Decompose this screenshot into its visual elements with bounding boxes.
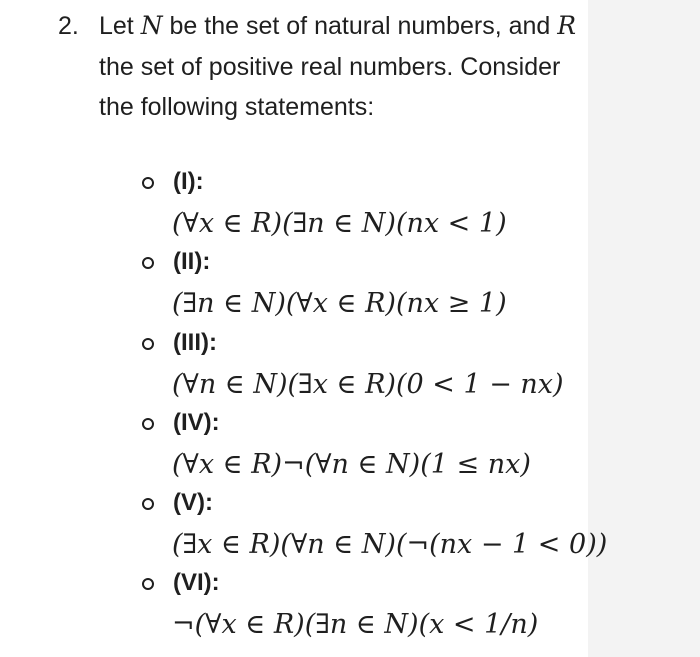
statement-item — [58, 568, 698, 648]
statement-formula: (∀x ∈ R)(∃n ∈ N)(nx < 1) — [172, 208, 507, 239]
statement-label: (I): — [173, 168, 204, 195]
statement-formula: (∀x ∈ R)¬(∀n ∈ N)(1 ≤ nx) — [172, 448, 531, 480]
statement-item — [58, 247, 698, 327]
intro-text-1: Let — [99, 12, 141, 40]
statement-item — [58, 488, 698, 568]
statement-label: (III): — [173, 328, 217, 356]
statement-formula: (∀n ∈ N)(∃x ∈ R)(0 < 1 − nx) — [172, 368, 564, 400]
statement-formula: ¬(∀x ∈ R)(∃n ∈ N)(x < 1/n) — [172, 609, 539, 641]
statement-item — [58, 167, 698, 247]
statement-item — [58, 328, 698, 408]
statement-label: (II): — [173, 248, 211, 276]
statement-formula: (∃n ∈ N)(∀x ∈ R)(nx ≥ 1) — [172, 288, 507, 320]
intro-text-2: be the set of natural numbers, and — [162, 12, 558, 40]
statement-label: (V): — [173, 489, 213, 517]
statement-label: (IV): — [173, 408, 220, 436]
bullet-icon — [142, 498, 154, 510]
question-intro — [99, 6, 589, 128]
bullet-icon — [142, 578, 154, 590]
statement-formula: (∃x ∈ R)(∀n ∈ N)(¬(nx − 1 < 0)) — [172, 529, 608, 561]
bullet-icon — [142, 257, 154, 269]
statement-label: (VI): — [173, 569, 220, 597]
bullet-icon — [142, 338, 154, 350]
statement-item — [58, 408, 698, 488]
bullet-icon — [142, 418, 154, 430]
natural-numbers-symbol: N — [140, 11, 163, 40]
intro-text-3: the set of positive real numbers. Consider the following statements: — [99, 52, 561, 121]
bullet-icon — [142, 177, 154, 189]
statement-list — [58, 167, 698, 649]
positive-reals-symbol: R — [557, 11, 577, 40]
question-number: 2. — [58, 12, 79, 40]
